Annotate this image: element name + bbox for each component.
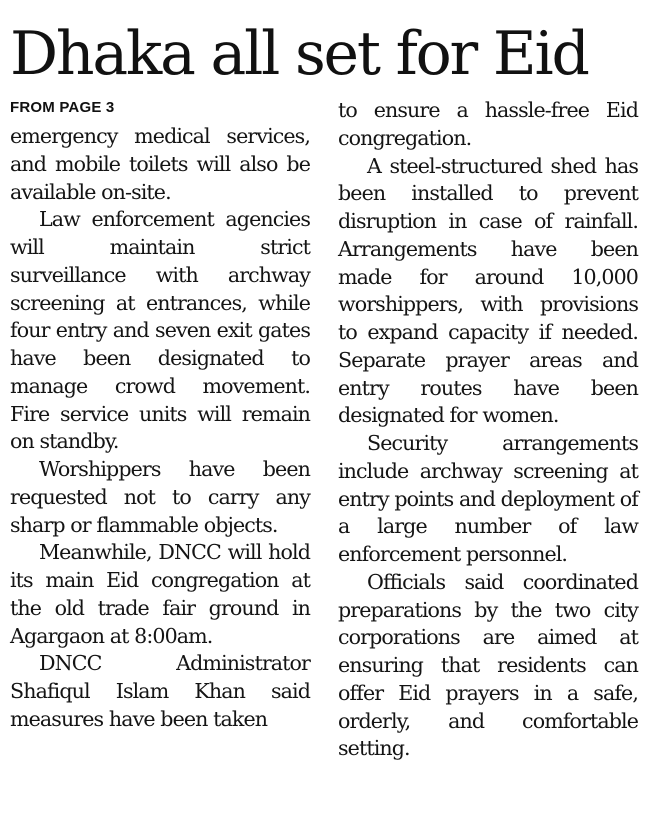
right-column: [338, 97, 638, 763]
paragraph: Security arrangements include archway screening at entry points and deployment of a large number of law enforcement personnel.: [338, 431, 638, 566]
paragraph: Officials said coordinated preparations by the two city corporations are aimed at ensuring that residents can offer Eid prayers in a safe, orderly, and comfortable setting.: [338, 569, 638, 761]
paragraph: Meanwhile, DNCC will hold its main Eid congregation at the old trade fair ground in Agargaon at 8:00am.: [10, 540, 310, 648]
paragraph: A steel-structured shed has been installed to prevent disruption in case of rainfall. Arrangements have been made for around 10,000 worshippers, with provisions to expand capacity if needed. Separate prayer areas and entry routes have been designated for women.: [338, 153, 638, 428]
paragraph: to ensure a hassle-free Eid congregation.: [338, 98, 638, 150]
headline: Dhaka all set for Eid: [10, 19, 588, 89]
paragraph: DNCC Administrator Shafiqul Islam Khan said measures have been taken: [10, 651, 310, 731]
continued-from-kicker: FROM PAGE 3: [10, 99, 115, 116]
paragraph: Worshippers have been requested not to carry any sharp or flammable objects.: [10, 457, 310, 537]
paragraph: emergency medical services, and mobile toilets will also be available on-site.: [10, 124, 310, 204]
paragraph: Law enforcement agencies will maintain strict surveillance with archway screening at entrances, while four entry and seven exit gates have been designated to manage crowd movement. Fire service units will remain on standby.: [10, 207, 310, 454]
left-column: [10, 97, 310, 734]
